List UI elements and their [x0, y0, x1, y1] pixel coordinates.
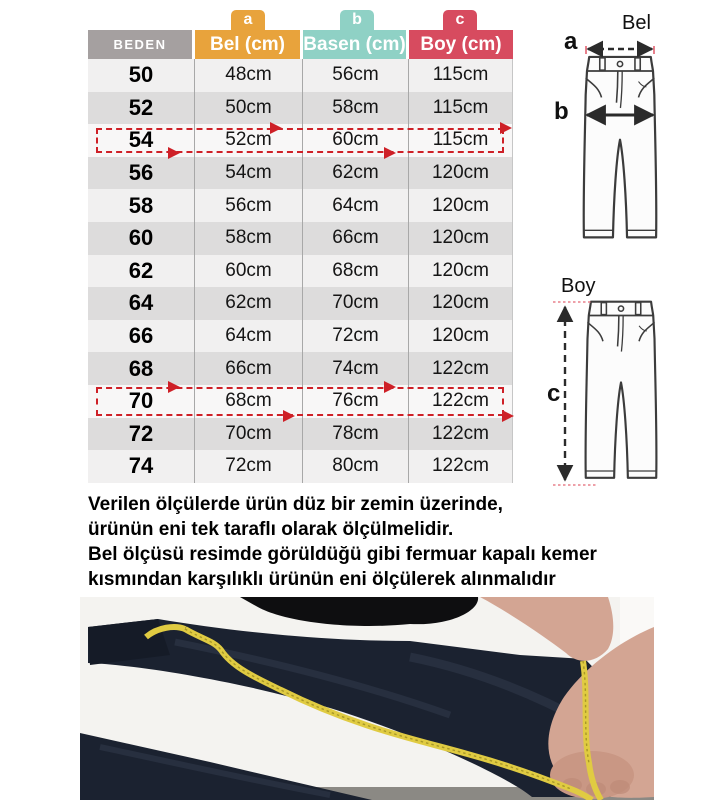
- size-value: 52: [128, 94, 154, 120]
- size-table-body: [88, 59, 513, 483]
- size-value: 54: [128, 127, 154, 153]
- size-value: 74: [128, 453, 154, 479]
- size-value: 70: [128, 388, 154, 414]
- table-row: [88, 287, 513, 320]
- bel-value: 72cm: [194, 450, 302, 483]
- table-row: [88, 352, 513, 385]
- note-line-1: Verilen ölçülerde ürün düz bir zemin üzerinde,: [88, 494, 503, 515]
- boy-value: 120cm: [408, 255, 513, 288]
- bel-value: 68cm: [194, 385, 302, 418]
- boy-value: 120cm: [408, 222, 513, 255]
- bel-value: 50cm: [194, 92, 302, 125]
- column-tag-a: a: [231, 10, 265, 32]
- boy-value: 115cm: [408, 59, 513, 92]
- header-boy: Boy (cm): [409, 30, 513, 59]
- bel-value: 70cm: [194, 418, 302, 451]
- table-row: [88, 385, 513, 418]
- bel-diagram-label: Bel: [622, 12, 651, 34]
- bel-value: 58cm: [194, 222, 302, 255]
- boy-value: 120cm: [408, 287, 513, 320]
- table-row: [88, 124, 513, 157]
- boy-value: 122cm: [408, 385, 513, 418]
- boy-diagram-label: Boy: [561, 275, 596, 297]
- bel-value: 60cm: [194, 255, 302, 288]
- basen-value: 74cm: [302, 352, 408, 385]
- header-bel: Bel (cm): [195, 30, 300, 59]
- boy-value: 122cm: [408, 352, 513, 385]
- basen-value: 80cm: [302, 450, 408, 483]
- basen-value: 76cm: [302, 385, 408, 418]
- bel-value: 66cm: [194, 352, 302, 385]
- bel-value: 48cm: [194, 59, 302, 92]
- column-tag-b: b: [340, 10, 374, 32]
- bel-value: 56cm: [194, 189, 302, 222]
- note-line-3: Bel ölçüsü resimde görüldüğü gibi fermuar kapalı kemer: [88, 544, 597, 565]
- basen-value: 70cm: [302, 287, 408, 320]
- bel-value: 52cm: [194, 124, 302, 157]
- letter-a-label: a: [564, 28, 578, 55]
- table-row: [88, 157, 513, 190]
- size-value: 58: [128, 192, 154, 218]
- table-row: [88, 450, 513, 483]
- size-value: 72: [128, 420, 154, 446]
- bel-value: 54cm: [194, 157, 302, 190]
- basen-value: 56cm: [302, 59, 408, 92]
- table-row: [88, 59, 513, 92]
- table-row: [88, 222, 513, 255]
- size-value: 66: [128, 323, 154, 349]
- table-row: [88, 92, 513, 125]
- basen-value: 64cm: [302, 189, 408, 222]
- boy-value: 115cm: [408, 124, 513, 157]
- note-line-2: ürünün eni tek taraflı olarak ölçülmelidir.: [88, 519, 454, 540]
- basen-value: 78cm: [302, 418, 408, 451]
- letter-b-label: b: [554, 98, 569, 125]
- measurement-photo: [80, 597, 654, 800]
- size-value: 62: [128, 257, 154, 283]
- table-row: [88, 320, 513, 353]
- bel-value: 64cm: [194, 320, 302, 353]
- boy-value: 120cm: [408, 320, 513, 353]
- pants-length-drawing: [545, 275, 727, 499]
- basen-value: 58cm: [302, 92, 408, 125]
- size-value: 60: [128, 225, 154, 251]
- length-diagram: [545, 275, 727, 499]
- boy-value: 122cm: [408, 450, 513, 483]
- size-value: 56: [128, 160, 154, 186]
- size-value: 50: [128, 62, 154, 88]
- size-table: [88, 10, 513, 483]
- header-basen: Basen (cm): [303, 30, 406, 59]
- header-beden: BEDEN: [88, 30, 192, 59]
- waist-hip-diagram: [550, 12, 727, 264]
- basen-value: 72cm: [302, 320, 408, 353]
- basen-value: 66cm: [302, 222, 408, 255]
- size-value: 64: [128, 290, 154, 316]
- boy-value: 115cm: [408, 92, 513, 125]
- table-header-row: [88, 30, 513, 59]
- note-line-4: kısmından karşılıklı ürünün eni ölçülerek alınmalıdır: [88, 569, 556, 590]
- boy-value: 120cm: [408, 189, 513, 222]
- boy-value: 122cm: [408, 418, 513, 451]
- column-tag-c: c: [443, 10, 477, 32]
- boy-value: 120cm: [408, 157, 513, 190]
- basen-value: 68cm: [302, 255, 408, 288]
- table-row: [88, 255, 513, 288]
- letter-c-label: c: [547, 380, 561, 407]
- basen-value: 62cm: [302, 157, 408, 190]
- measurement-note: [88, 492, 648, 592]
- bel-value: 62cm: [194, 287, 302, 320]
- table-row: [88, 418, 513, 451]
- basen-value: 60cm: [302, 124, 408, 157]
- size-value: 68: [128, 355, 154, 381]
- table-row: [88, 189, 513, 222]
